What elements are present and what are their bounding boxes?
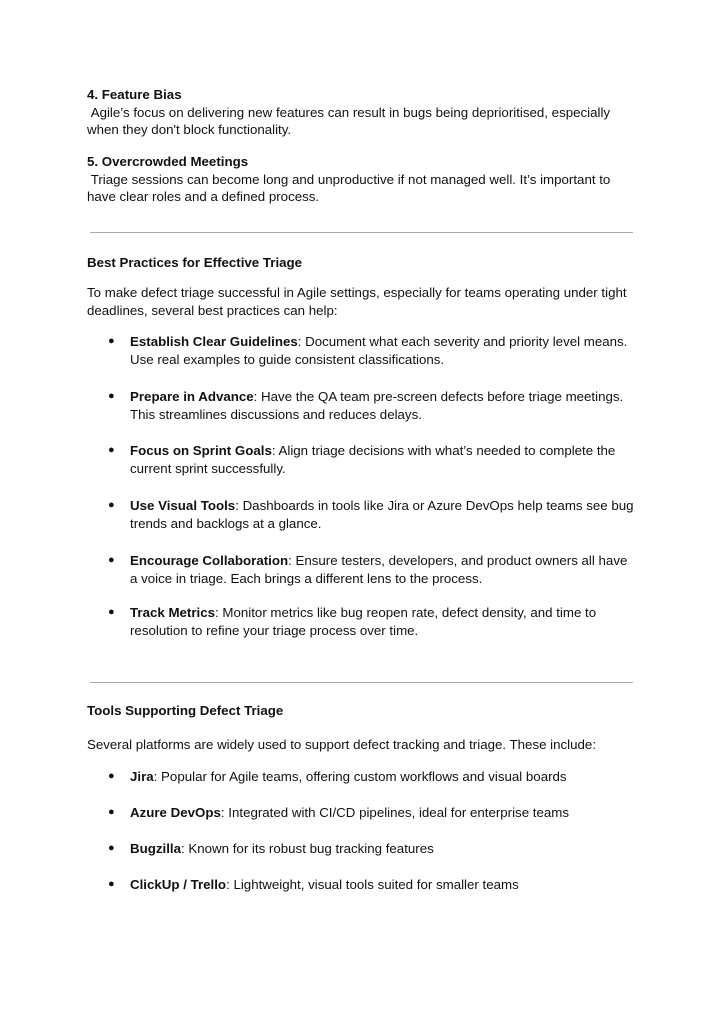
tools-intro: Several platforms are widely used to support defect tracking and triage. These include:	[87, 737, 597, 752]
list-item: ● Use Visual Tools: Dashboards in tools like Jira or Azure DevOps help teams see bug trends and backlogs at a glance.	[108, 498, 634, 531]
challenge-feature-bias	[87, 86, 637, 139]
bullet-icon: ●	[108, 554, 115, 566]
divider	[90, 232, 633, 233]
bullet-icon: ●	[108, 444, 115, 456]
list-item: ● Establish Clear Guidelines: Document what each severity and priority level means. Use real examples to guide consistent classifications.	[108, 334, 628, 367]
bullet-icon: ●	[108, 770, 115, 782]
list-item: ● Bugzilla: Known for its robust bug tracking features	[108, 841, 434, 856]
list-item: ● Focus on Sprint Goals: Align triage decisions with what’s needed to complete the current sprint successfully.	[108, 443, 616, 476]
challenge-title: 5. Overcrowded Meetings	[87, 154, 249, 169]
best-practices-intro: To make defect triage successful in Agile settings, especially for teams operating under tight deadlines, several best practices can help:	[87, 285, 627, 318]
bullet-icon: ●	[108, 606, 115, 618]
list-item: ● Prepare in Advance: Have the QA team pre-screen defects before triage meetings. This streamlines discussions and reduces delays.	[108, 389, 624, 422]
challenge-title: 4. Feature Bias	[87, 87, 182, 102]
divider	[90, 682, 633, 683]
list-item: ● Encourage Collaboration: Ensure testers, developers, and product owners all have a voice in triage. Each brings a different lens to the process.	[108, 553, 628, 586]
challenge-overcrowded-meetings	[87, 153, 637, 206]
tools-heading: Tools Supporting Defect Triage	[87, 703, 284, 718]
bullet-icon: ●	[108, 842, 115, 854]
bullet-icon: ●	[108, 499, 115, 511]
list-item: ● Jira: Popular for Agile teams, offering custom workflows and visual boards	[108, 769, 567, 784]
challenge-text: Triage sessions can become long and unproductive if not managed well. It’s important to have clear roles and a defined process.	[87, 171, 615, 205]
best-practices-heading: Best Practices for Effective Triage	[87, 255, 303, 270]
bullet-icon: ●	[108, 878, 115, 890]
bullet-icon: ●	[108, 806, 115, 818]
challenge-text: Agile’s focus on delivering new features can result in bugs being deprioritised, especially when they don't block functionality.	[87, 104, 614, 138]
list-item: ● ClickUp / Trello: Lightweight, visual tools suited for smaller teams	[108, 877, 519, 892]
bullet-icon: ●	[108, 335, 115, 347]
bullet-icon: ●	[108, 390, 115, 402]
list-item: ● Azure DevOps: Integrated with CI/CD pipelines, ideal for enterprise teams	[108, 805, 569, 820]
list-item: ● Track Metrics: Monitor metrics like bug reopen rate, defect density, and time to resolution to refine your triage process over time.	[108, 605, 597, 638]
